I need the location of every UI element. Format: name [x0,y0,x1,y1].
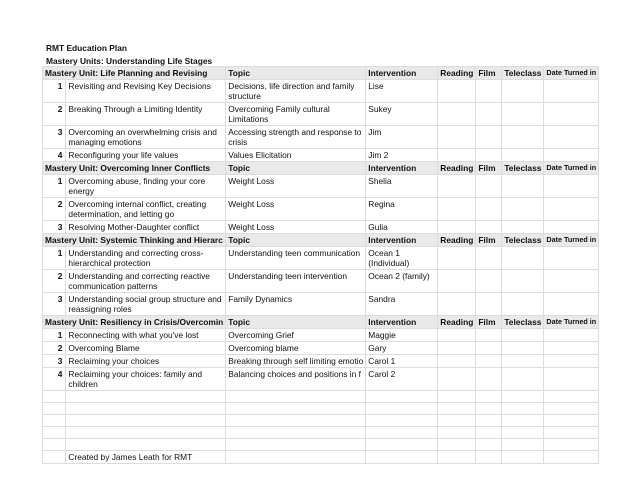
footer-credit: Created by James Leath for RMT [66,451,226,464]
lesson-topic: Understanding teen communication [226,247,366,270]
topic-header: Topic [226,234,366,247]
teleclass-cell [502,293,544,316]
lesson-title: Overcoming abuse, finding your core energy [66,175,226,198]
reading-cell [438,355,476,368]
lesson-title: Reconfiguring your life values [66,149,226,162]
reading-header: Reading [438,316,476,329]
teleclass-cell [502,270,544,293]
lesson-intervention: Ocean 2 (family) [366,270,438,293]
unit-header-row [43,316,599,329]
teleclass-cell [502,149,544,162]
table-body [43,67,599,464]
date-cell [544,293,599,316]
reading-cell [438,175,476,198]
film-cell [476,293,502,316]
date-cell [544,198,599,221]
teleclass-cell [502,368,544,391]
unit-name: Mastery Unit: Life Planning and Revising [43,67,226,80]
unit-header-row [43,67,599,80]
table-row [43,80,599,103]
table-row [43,355,599,368]
date-cell [544,247,599,270]
reading-cell [438,126,476,149]
lesson-title: Overcoming internal conflict, creating determination, and letting go [66,198,226,221]
unit-name: Mastery Unit: Overcoming Inner Conflicts [43,162,226,175]
reading-cell [438,103,476,126]
lesson-title: Reclaiming your choices: family and children [66,368,226,391]
table-row [43,126,599,149]
empty-row [43,403,599,415]
empty-row [43,427,599,439]
lesson-intervention: Gulia [366,221,438,234]
intervention-header: Intervention [366,234,438,247]
lesson-title: Understanding and correcting cross-hierarchical protection [66,247,226,270]
lesson-intervention: Maggie [366,329,438,342]
film-header: Film [476,316,502,329]
lesson-topic: Overcoming Family cultural Limitations [226,103,366,126]
reading-cell [438,329,476,342]
date-cell [544,103,599,126]
unit-name: Mastery Unit: Systemic Thinking and Hierarc [43,234,226,247]
teleclass-header: Teleclass [502,316,544,329]
film-header: Film [476,162,502,175]
lesson-topic: Overcoming blame [226,342,366,355]
date-cell [544,126,599,149]
unit-header-row [43,234,599,247]
teleclass-cell [502,247,544,270]
date-cell [544,342,599,355]
film-cell [476,342,502,355]
lesson-title: Breaking Through a Limiting Identity [66,103,226,126]
lesson-title: Reconnecting with what you've lost [66,329,226,342]
date-turned-in-header: Date Turned in [544,162,599,175]
table-row [43,293,599,316]
lesson-number: 3 [43,221,66,234]
lesson-intervention: Ocean 1 (Individual) [366,247,438,270]
table-row [43,149,599,162]
intervention-header: Intervention [366,316,438,329]
topic-header: Topic [226,316,366,329]
lesson-intervention: Sandra [366,293,438,316]
teleclass-cell [502,175,544,198]
film-cell [476,270,502,293]
lesson-topic: Decisions, life direction and family structure [226,80,366,103]
lesson-intervention: Lise [366,80,438,103]
table-row [43,329,599,342]
table-row [43,103,599,126]
reading-cell [438,198,476,221]
document-subtitle: Mastery Units: Understanding Life Stages [46,56,213,66]
lesson-number: 1 [43,80,66,103]
lesson-topic: Overcoming Grief [226,329,366,342]
lesson-number: 4 [43,368,66,391]
lesson-intervention: Jim [366,126,438,149]
table-row [43,221,599,234]
unit-header-row [43,162,599,175]
intervention-header: Intervention [366,162,438,175]
teleclass-header: Teleclass [502,67,544,80]
lesson-topic: Breaking through self limiting emotio [226,355,366,368]
reading-cell [438,80,476,103]
empty-row [43,415,599,427]
reading-cell [438,342,476,355]
date-cell [544,221,599,234]
lesson-number: 2 [43,103,66,126]
teleclass-cell [502,342,544,355]
date-turned-in-header: Date Turned in [544,316,599,329]
teleclass-header: Teleclass [502,234,544,247]
date-cell [544,329,599,342]
lesson-number: 2 [43,342,66,355]
film-cell [476,126,502,149]
unit-name: Mastery Unit: Resiliency in Crisis/Overcomin [43,316,226,329]
teleclass-cell [502,221,544,234]
film-header: Film [476,234,502,247]
lesson-number: 2 [43,198,66,221]
lesson-topic: Understanding teen intervention [226,270,366,293]
date-cell [544,355,599,368]
teleclass-header: Teleclass [502,162,544,175]
film-header: Film [476,67,502,80]
intervention-header: Intervention [366,67,438,80]
table-row [43,342,599,355]
lesson-topic: Weight Loss [226,175,366,198]
table-row [43,175,599,198]
reading-cell [438,247,476,270]
film-cell [476,198,502,221]
reading-cell [438,293,476,316]
lesson-topic: Family Dynamics [226,293,366,316]
lesson-intervention: Jim 2 [366,149,438,162]
teleclass-cell [502,329,544,342]
topic-header: Topic [226,162,366,175]
date-turned-in-header: Date Turned in [544,234,599,247]
lesson-title: Overcoming Blame [66,342,226,355]
film-cell [476,368,502,391]
empty-row [43,391,599,403]
lesson-title: Reclaiming your choices [66,355,226,368]
teleclass-cell [502,126,544,149]
date-cell [544,368,599,391]
lesson-number: 3 [43,293,66,316]
teleclass-cell [502,355,544,368]
empty-row [43,439,599,451]
date-cell [544,270,599,293]
education-plan-table [42,66,599,464]
table-row [43,368,599,391]
lesson-title: Revisiting and Revising Key Decisions [66,80,226,103]
reading-header: Reading [438,234,476,247]
teleclass-cell [502,198,544,221]
date-cell [544,149,599,162]
film-cell [476,221,502,234]
lesson-intervention: Carol 2 [366,368,438,391]
lesson-topic: Values Elicitation [226,149,366,162]
reading-cell [438,149,476,162]
reading-cell [438,221,476,234]
film-cell [476,175,502,198]
lesson-intervention: Gary [366,342,438,355]
table-row [43,198,599,221]
teleclass-cell [502,103,544,126]
lesson-number: 3 [43,355,66,368]
lesson-intervention: Sukey [366,103,438,126]
lesson-title: Understanding social group structure and reassigning roles [66,293,226,316]
lesson-topic: Weight Loss [226,198,366,221]
date-cell [544,80,599,103]
film-cell [476,355,502,368]
lesson-title: Overcoming an overwhelming crisis and managing emotions [66,126,226,149]
lesson-topic: Weight Loss [226,221,366,234]
lesson-topic: Accessing strength and response to crisis [226,126,366,149]
lesson-intervention: Carol 1 [366,355,438,368]
document-title: RMT Education Plan [46,43,127,53]
lesson-intervention: Regina [366,198,438,221]
lesson-intervention: Shelia [366,175,438,198]
lesson-number: 1 [43,247,66,270]
date-turned-in-header: Date Turned in [544,67,599,80]
lesson-number: 2 [43,270,66,293]
lesson-title: Understanding and correcting reactive communication patterns [66,270,226,293]
reading-header: Reading [438,67,476,80]
footer-row [43,451,599,464]
reading-cell [438,368,476,391]
reading-cell [438,270,476,293]
date-cell [544,175,599,198]
lesson-number: 3 [43,126,66,149]
table-row [43,270,599,293]
film-cell [476,329,502,342]
lesson-number: 1 [43,329,66,342]
film-cell [476,80,502,103]
lesson-number: 4 [43,149,66,162]
teleclass-cell [502,80,544,103]
topic-header: Topic [226,67,366,80]
table-row [43,247,599,270]
lesson-topic: Balancing choices and positions in f [226,368,366,391]
lesson-number: 1 [43,175,66,198]
film-cell [476,103,502,126]
film-cell [476,149,502,162]
lesson-title: Resolving Mother-Daughter conflict [66,221,226,234]
reading-header: Reading [438,162,476,175]
film-cell [476,247,502,270]
